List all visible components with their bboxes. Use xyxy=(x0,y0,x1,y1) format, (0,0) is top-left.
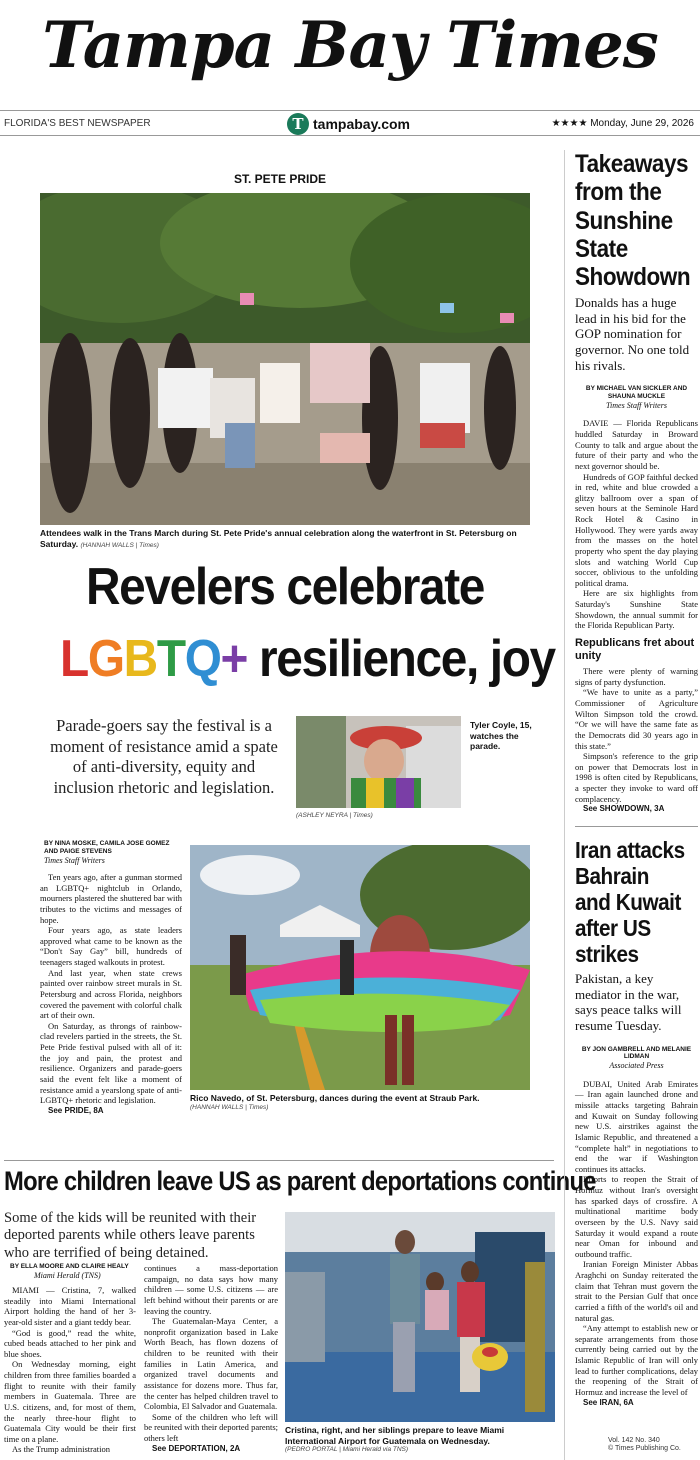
deport-paragraph: MIAMI — Cristina, 7, walked steadily into Miami International Airport holding the hand of her 3-year-old sister and a giant teddy bear. xyxy=(4,1285,136,1327)
masthead-title: Tampa Bay Times xyxy=(42,8,658,83)
lead-deck: Parade-goers say the festival is a moment of resistance amid a spate of anti-diversity, equity and inclusion rhetoric and legislation. xyxy=(50,716,278,797)
showdown-byline-sub: Times Staff Writers xyxy=(606,400,667,410)
lead-headline-line2[interactable] xyxy=(60,630,555,688)
showdown-headline[interactable]: Takeaways from the Sunshine State Showdown xyxy=(575,150,691,291)
deport-byline-sub: Miami Herald (TNS) xyxy=(34,1270,101,1280)
iran-byline-sub: Associated Press xyxy=(609,1061,664,1071)
pride-dance-caption xyxy=(190,1093,530,1112)
section-kicker: ST. PETE PRIDE xyxy=(234,172,327,186)
showdown-byline-names: BY MICHAEL VAN SICKLER AND SHAUNA MUCKLE xyxy=(585,385,688,401)
airport-caption xyxy=(285,1425,555,1454)
deport-paragraph: The Guatemalan-Maya Center, a nonprofit organization based in Lake Worth Beach, has flown dozens of children to be reunited with their families in Latin America, and organized travel documents and assistance for dozens more. Thus far, the center has helped children travel to Colombia, El Salvador and Guatemala. xyxy=(144,1316,278,1412)
lead-photo-caption xyxy=(40,528,530,550)
rainbow-letter-b: B xyxy=(123,630,157,688)
masthead xyxy=(0,0,700,108)
showdown-jump-link[interactable]: See SHOWDOWN, 3A xyxy=(583,804,665,814)
site-link[interactable] xyxy=(287,113,410,135)
deport-headline[interactable]: More children leave US as parent deportations continue xyxy=(4,1166,596,1196)
rainbow-letter-l: L xyxy=(60,630,88,688)
pride-dance-photo xyxy=(190,845,530,1090)
lead-byline-sub: Times Staff Writers xyxy=(44,855,105,865)
volume-number: Vol. 142 No. 340 xyxy=(608,1437,660,1444)
deport-col2 xyxy=(144,1263,278,1454)
lead-photo-caption-text: Attendees walk in the Trans March during St. Pete Pride's annual celebration along the waterfront in St. Petersburg on Saturday. xyxy=(40,528,517,549)
iran-paragraph: DUBAI, United Arab Emirates — Iran again launched drone and missile attacks targeting Bahrain and Kuwait on Sunday following new U.S. airstrikes against the Islamic Republic, and threatened a “complete halt” in negotiations to end the war if Washington continues its attacks. xyxy=(575,1078,698,1174)
showdown-body-2 xyxy=(575,666,698,814)
iran-paragraph: “Any attempt to establish new or separate arrangements from those currently being carried out by the Islamic Republic of Iran will only lead to further complications, delay the reopening of the Strait of Hormuz and increase the level of xyxy=(575,1323,698,1397)
lead-byline-names: BY NINA MOSKE, CAMILA JOSE GOMEZ AND PAIGE STEVENS xyxy=(44,840,170,855)
pride-dance-caption-text: Rico Navedo, of St. Petersburg, dances during the event at Straub Park. xyxy=(190,1093,480,1103)
site-url: tampabay.com xyxy=(313,116,410,132)
deport-paragraph: On Wednesday morning, eight children from three families boarded a flight to reunite with their family members in Guatemala. Three are U.S. citizens, and, for most of them, the nearly three-hour flight to Guatemala City would be their first time on a plane. xyxy=(4,1359,136,1444)
deport-paragraph: continues a mass-deportation campaign, no data says how many children — some U.S. citizens — are left behind without their parents or are leaving the country. xyxy=(144,1263,278,1316)
iran-headline[interactable]: Iran attacks Bahrain and Kuwait after US strikes xyxy=(575,837,685,968)
lead-paragraph: Four years ago, as state leaders approved what came to be known as the “Don't Say Gay” bill, hundreds of teenagers staged walkouts in protest. xyxy=(40,925,182,967)
showdown-paragraph: “We have to unite as a party,” Commissioner of Agriculture Wilton Simpson told the crowd. “Or we will have the same fate as the Democrats did 30 years ago in this state.” xyxy=(575,687,698,751)
lead-byline xyxy=(44,840,184,865)
volume-info xyxy=(608,1437,681,1454)
showdown-body xyxy=(575,418,698,631)
inset-photo xyxy=(296,716,461,808)
showdown-paragraph: There were plenty of warning signs of party dysfunction. xyxy=(575,666,698,687)
lead-paragraph: On Saturday, as throngs of rainbow-clad revelers partied in the streets, the St. Pete Pride festival pulsed with all of it: the joy and pain, the protest and resilience. Organizers and parade-goers said the event felt like a moment of resistance amid a yearslong spate of anti-LGBTQ+ rhetoric and legislation. xyxy=(40,1020,182,1106)
showdown-paragraph: DAVIE — Florida Republicans huddled Saturday in Broward County to talk and argue about the future of their party and who the next governor should be. xyxy=(575,418,698,471)
lead-headline-rest: resilience, joy xyxy=(247,630,555,688)
iran-deck: Pakistan, a key mediator in the war, says peace talks will resume Tuesday. xyxy=(575,971,682,1034)
iran-byline-names: BY JON GAMBRELL AND MELANIE LIDMAN xyxy=(581,1045,692,1061)
iran-byline xyxy=(575,1046,698,1071)
section-divider xyxy=(4,1160,554,1161)
iran-body xyxy=(575,1079,698,1408)
iran-story xyxy=(575,837,698,1407)
lead-photo xyxy=(40,193,530,525)
deport-byline-names: BY ELLA MOORE AND CLAIRE HEALY xyxy=(10,1263,129,1270)
inset-caption: Tyler Coyle, 15, watches the parade. xyxy=(470,720,532,752)
deport-col1 xyxy=(4,1285,136,1455)
airport-credit: (PEDRO PORTAL | Miami Herald via TNS) xyxy=(285,1446,409,1454)
lead-photo-credit: (HANNAH WALLS | Times) xyxy=(80,541,159,549)
showdown-byline xyxy=(575,385,698,410)
deport-jump-link[interactable]: See DEPORTATION, 2A xyxy=(152,1443,241,1453)
lead-body xyxy=(40,872,182,1116)
rainbow-letter-q: Q xyxy=(184,630,221,688)
lead-paragraph: Ten years ago, after a gunman stormed an LGBTQ+ nightclub in Orlando, mourners plastered the shuttered bar with tributes to the victims and messages of hope. xyxy=(40,872,182,925)
lead-jump-link[interactable]: See PRIDE, 8A xyxy=(48,1105,104,1115)
rainbow-letter-t: T xyxy=(156,630,185,688)
showdown-story xyxy=(575,150,698,814)
deport-byline xyxy=(10,1263,140,1280)
showdown-paragraph: Here are six highlights from Saturday's Sunshine State Showdown, the annual summit for the Florida Republican Party. xyxy=(575,588,698,631)
copyright: © Times Publishing Co. xyxy=(608,1445,681,1453)
lead-headline-line1[interactable]: Revelers celebrate xyxy=(85,558,485,616)
rainbow-letter-g: G xyxy=(87,630,124,688)
iran-paragraph: Iranian Foreign Minister Abbas Araghchi on Sunday reiterated the claim that Tehran must govern the strait to the Persian Gulf that once carried a fifth of the world's oil and natural gas. xyxy=(575,1259,698,1323)
inset-credit: (ASHLEY NEYRA | Times) xyxy=(296,812,373,819)
showdown-paragraph: Simpson's reference to the grip on power that Democrats lost in 1998 is often cited by Republicans, a specter they invoke to ward off complacency. xyxy=(575,751,698,804)
showdown-subhead: Republicans fret about unity xyxy=(575,636,695,662)
iran-paragraph: Efforts to reopen the Strait of Hormuz without Iran's oversight has sparked days of crossfire. A multinational maritime body overseen by the U.S. Navy said Saturday it would expand a route near Oman for inbound and outbound traffic. xyxy=(575,1174,698,1259)
deport-deck: Some of the kids will be reunited with their deported parents while others leave parents who are terrified of being detained. xyxy=(4,1210,257,1261)
deport-paragraph: “God is good,” read the white, cubed beads attached to her pink and blue shoes. xyxy=(4,1327,136,1359)
edition-date: ★★★★ Monday, June 29, 2026 xyxy=(551,118,694,129)
deport-paragraph: Some of the children who left will be reunited with their deported parents; others left xyxy=(144,1411,278,1443)
iran-jump-link[interactable]: See IRAN, 6A xyxy=(583,1397,634,1407)
pride-dance-credit: (HANNAH WALLS | Times) xyxy=(190,1103,269,1111)
airport-caption-text: Cristina, right, and her siblings prepare to leave Miami International Airport for Guatemala on Wednesday. xyxy=(285,1425,505,1446)
sidebar-divider xyxy=(575,826,698,827)
tagline: FLORIDA'S BEST NEWSPAPER xyxy=(4,118,151,129)
airport-photo xyxy=(285,1212,555,1422)
showdown-paragraph: Hundreds of GOP faithful decked in red, white and blue crowded a glitzy ballroom over a span of seven hours at the Seminole Hard Rock Hotel & Casino in Hollywood. They were yards away from the masses on the hotel property who spent the day playing slots and watching World Cup soccer, oblivious to the unfolding political drama. xyxy=(575,471,698,588)
lead-paragraph: And last year, when state crews painted over rainbow street murals in St. Petersburg and across Florida, neighbors covered the pavement with colorful chalk art of their own. xyxy=(40,967,182,1021)
rainbow-letter-plus: + xyxy=(220,630,248,688)
info-strip xyxy=(0,110,700,136)
times-logo-icon: T xyxy=(287,113,309,135)
showdown-deck: Donalds has a huge lead in his bid for the GOP nomination for governor. No one told his rivals. xyxy=(575,295,690,373)
sidebar xyxy=(564,150,698,1460)
deport-paragraph: As the Trump administration xyxy=(12,1444,110,1455)
